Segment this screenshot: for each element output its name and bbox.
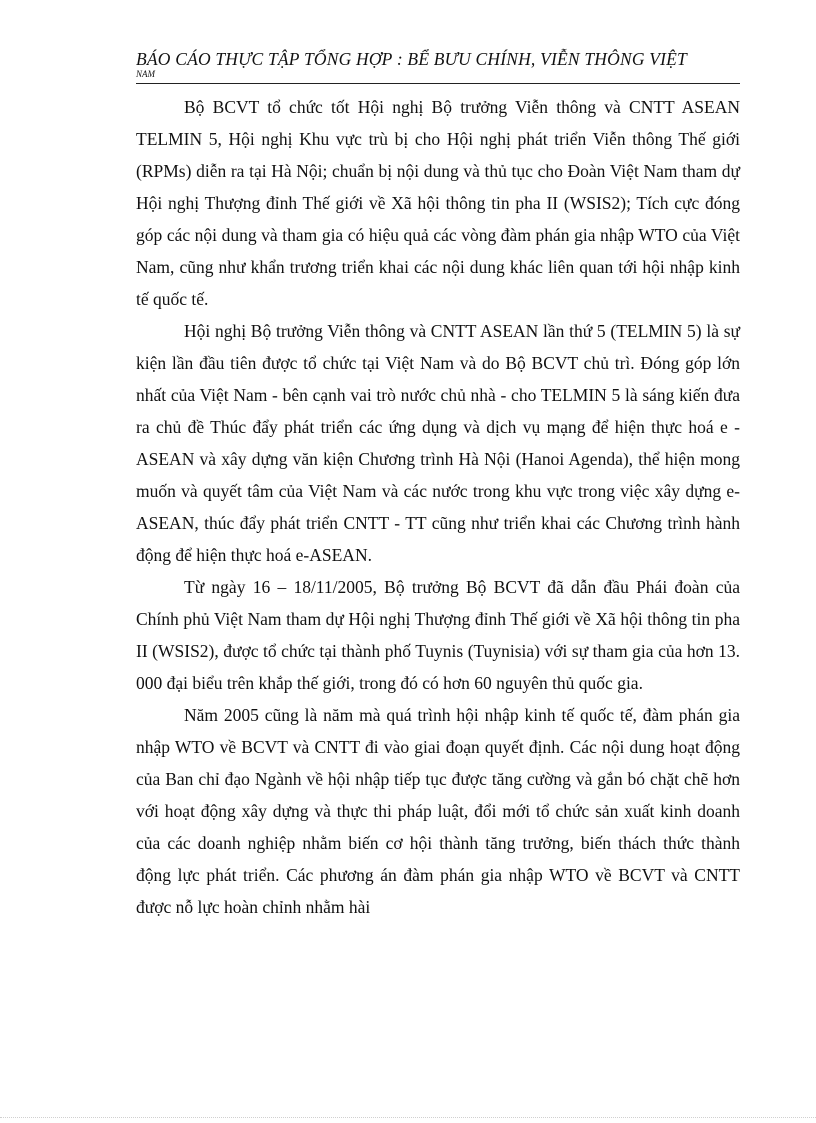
page-header [136, 48, 740, 79]
header-title: BÁO CÁO THỰC TẬP TỔNG HỢP : BỂ BƯU CHÍNH, VIỄN THÔNG VIỆT [136, 49, 687, 69]
header-title-tail: NAM [136, 69, 155, 79]
page-bottom-edge [0, 1117, 816, 1118]
paragraph-1: Bộ BCVT tổ chức tốt Hội nghị Bộ trưởng Viễn thông và CNTT ASEAN TELMIN 5, Hội nghị Khu vực trù bị cho Hội nghị phát triển Viễn thông Thế giới (RPMs) diễn ra tại Hà Nội; chuẩn bị nội dung và thủ tục cho Đoàn Việt Nam tham dự Hội nghị Thượng đỉnh Thế giới về Xã hội thông tin pha II (WSIS2); Tích cực đóng góp các nội dung và tham gia có hiệu quả các vòng đàm phán gia nhập WTO của Việt Nam, cũng như khẩn trương triển khai các nội dung khác liên quan tới hội nhập kinh tế quốc tế. [136, 97, 740, 309]
document-body [136, 91, 740, 923]
paragraph-4: Năm 2005 cũng là năm mà quá trình hội nhập kinh tế quốc tế, đàm phán gia nhập WTO về BCVT và CNTT đi vào giai đoạn quyết định. Các nội dung hoạt động của Ban chỉ đạo Ngành về hội nhập tiếp tục được tăng cường và gắn bó chặt chẽ hơn với hoạt động xây dựng và thực thi pháp luật, đổi mới tổ chức sản xuất kinh doanh của các doanh nghiệp nhằm biến cơ hội thành tăng trưởng, biến thách thức thành động lực phát triển. Các phương án đàm phán gia nhập WTO về BCVT và CNTT được nỗ lực hoàn chỉnh nhằm hài [136, 705, 740, 917]
paragraph-2: Hội nghị Bộ trưởng Viễn thông và CNTT ASEAN lần thứ 5 (TELMIN 5) là sự kiện lần đầu tiên được tổ chức tại Việt Nam và do Bộ BCVT chủ trì. Đóng góp lớn nhất của Việt Nam - bên cạnh vai trò nước chủ nhà - cho TELMIN 5 là sáng kiến đưa ra chủ đề Thúc đẩy phát triển các ứng dụng và dịch vụ mạng để hiện thực hoá e - ASEAN và xây dựng văn kiện Chương trình Hà Nội (Hanoi Agenda), thể hiện mong muốn và quyết tâm của Việt Nam và các nước trong khu vực trong việc xây dựng e-ASEAN, thúc đẩy phát triển CNTT - TT cũng như triển khai các Chương trình hành động để hiện thực hoá e-ASEAN. [136, 321, 740, 565]
header-divider [136, 83, 740, 84]
paragraph-3: Từ ngày 16 – 18/11/2005, Bộ trưởng Bộ BCVT đã dẫn đầu Phái đoàn của Chính phủ Việt Nam tham dự Hội nghị Thượng đỉnh Thế giới về Xã hội thông tin pha II (WSIS2), được tổ chức tại thành phố Tuynis (Tuynisia) với sự tham gia của hơn 13. 000 đại biểu trên khắp thế giới, trong đó có hơn 60 nguyên thủ quốc gia. [136, 577, 740, 693]
